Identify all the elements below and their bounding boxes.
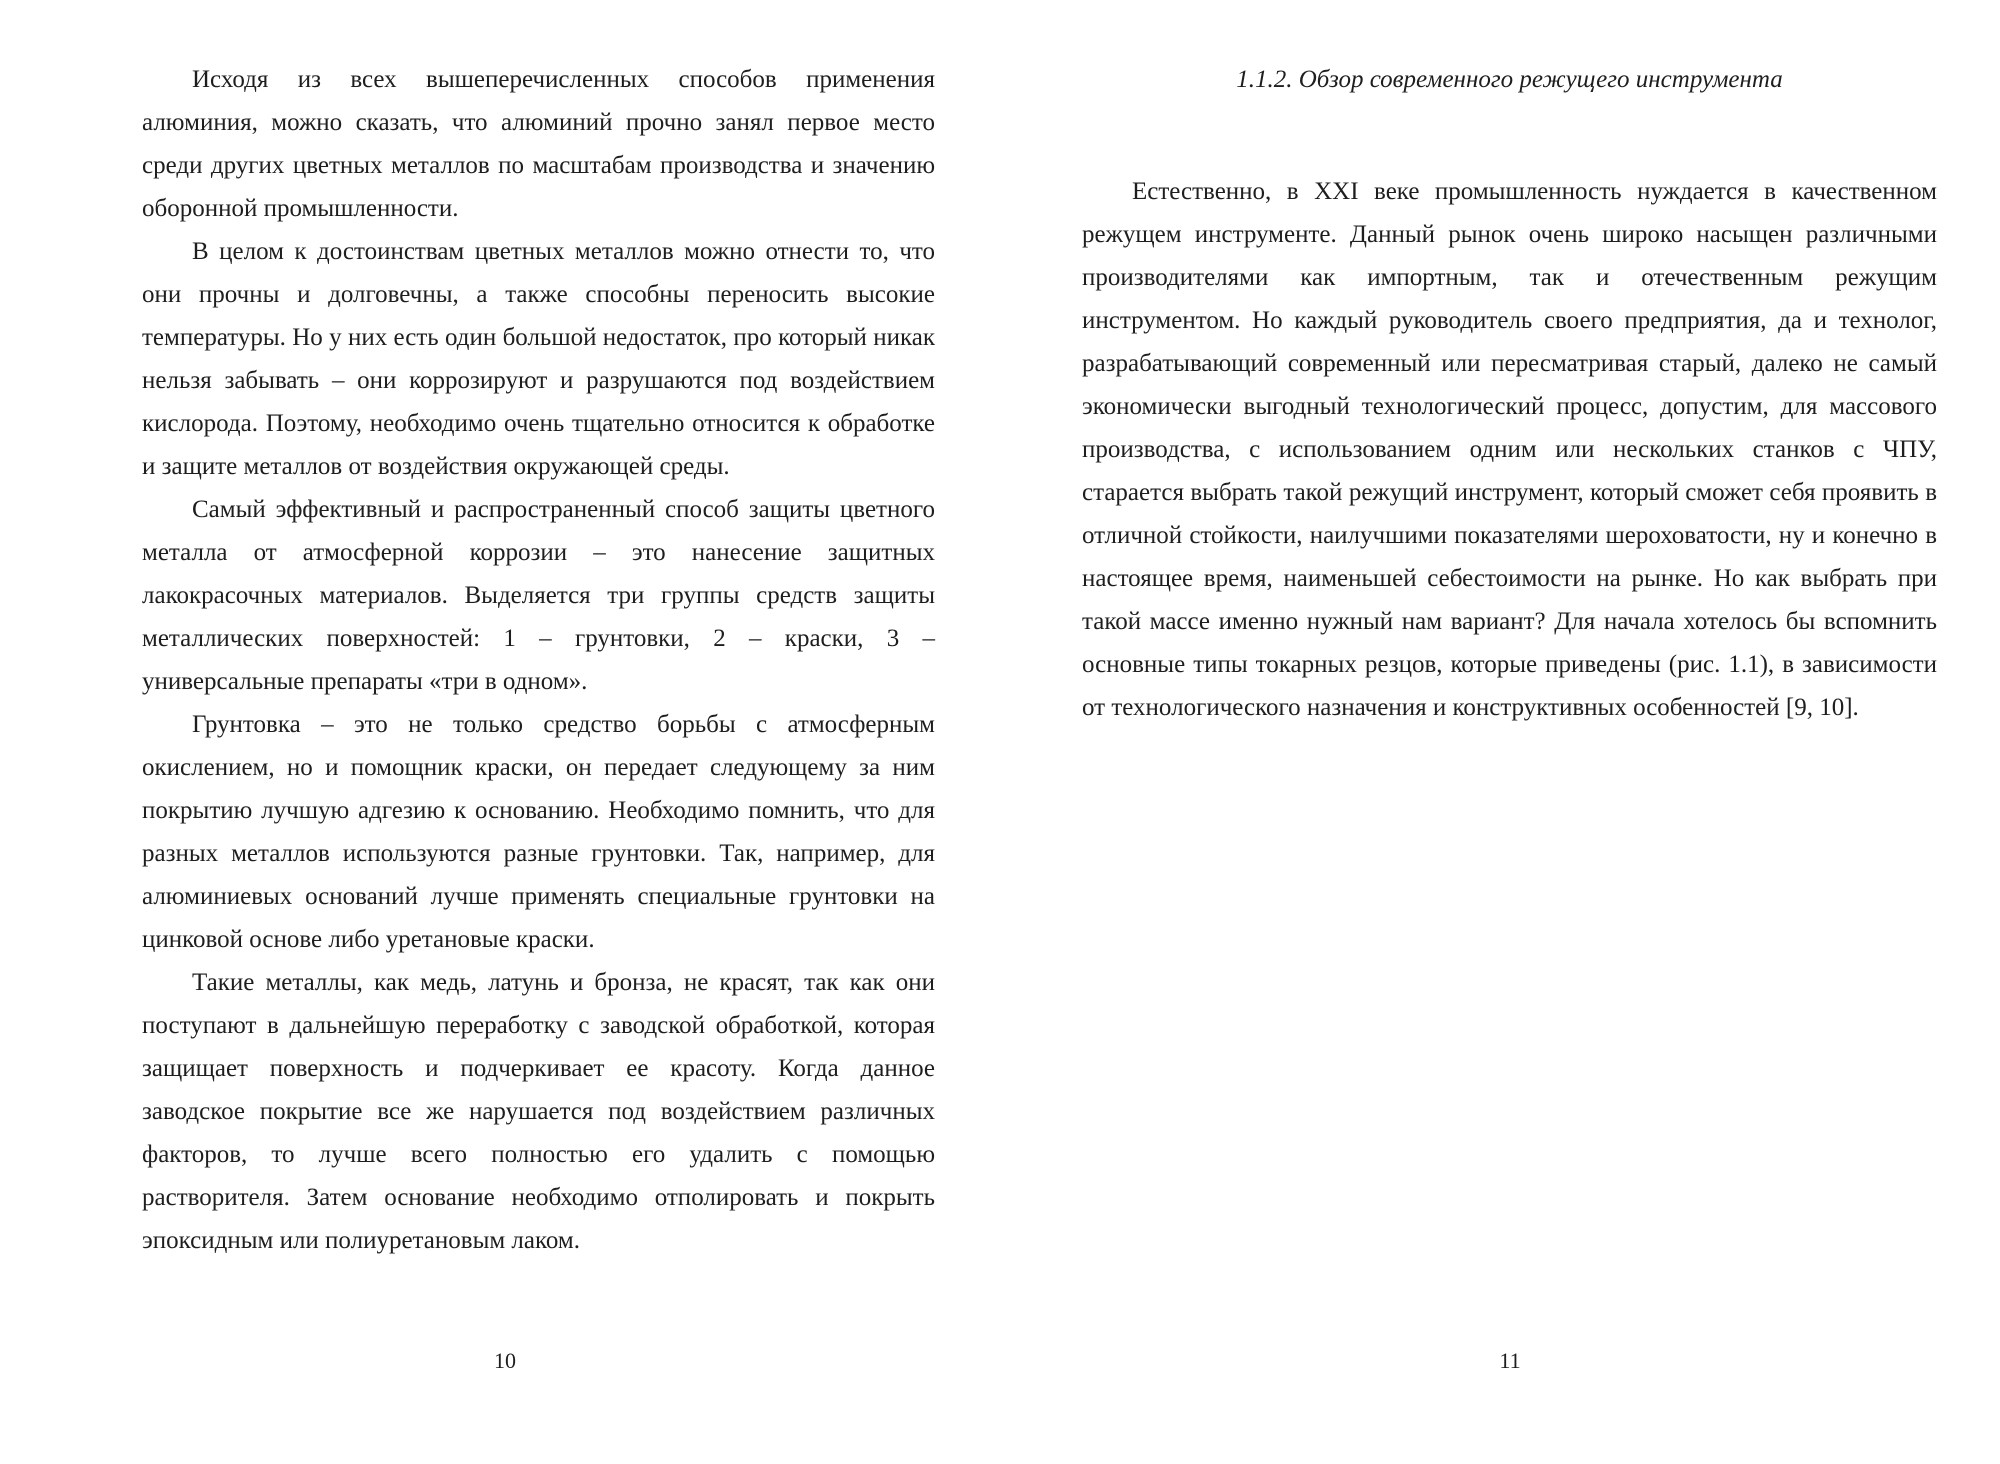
page-number-left: 10	[494, 1348, 516, 1373]
paragraph: Грунтовка – это не только средство борьбы с атмосферным окислением, но и помощник краски, он передает следующему за ним покрытию лучшую адгезию к основанию. Необходимо помнить, что для разных металлов используются разные грунтовки. Так, например, для алюминиевых оснований лучше применять специальные грунтовки на цинковой основе либо уретановые краски.	[142, 711, 935, 953]
section-heading: 1.1.2. Обзор современного режущего инструмента	[1236, 66, 1783, 93]
right-page	[1000, 0, 2000, 1464]
page-number-right: 11	[1499, 1348, 1521, 1373]
paragraph: Исходя из всех вышеперечисленных способов применения алюминия, можно сказать, что алюминий прочно занял первое место среди других цветных металлов по масштабам производства и значению оборонной промышленности.	[142, 66, 935, 222]
right-page-text	[1082, 170, 1937, 729]
left-page-text	[142, 58, 935, 1262]
paragraph: Естественно, в XXI веке промышленность нуждается в качественном режущем инструменте. Данный рынок очень широко насыщен различными производителями как импортным, так и отечественным режущим инструментом. Но каждый руководитель своего предприятия, да и технолог, разрабатывающий современный или пересматривая старый, далеко не самый экономически выгодный технологический процесс, допустим, для массового производства, с использованием одним или нескольких станков с ЧПУ, старается выбрать такой режущий инструмент, который сможет себя проявить в отличной стойкости, наилучшими показателями шероховатости, ну и конечно в настоящее время, наименьшей себестоимости на рынке. Но как выбрать при такой массе именно нужный нам вариант? Для начала хотелось бы вспомнить основные типы токарных резцов, которые приведены (рис. 1.1), в зависимости от технологического назначения и конструктивных особенностей [9, 10].	[1082, 178, 1937, 721]
paragraph: Такие металлы, как медь, латунь и бронза, не красят, так как они поступают в дальнейшую переработку с заводской обработкой, которая защищает поверхность и подчеркивает ее красоту. Когда данное заводское покрытие все же нарушается под воздействием различных факторов, то лучше всего полностью его удалить с помощью растворителя. Затем основание необходимо отполировать и покрыть эпоксидным или полиуретановым лаком.	[142, 969, 935, 1254]
paragraph: Самый эффективный и распространенный способ защиты цветного металла от атмосферной коррозии – это нанесение защитных лакокрасочных материалов. Выделяется три группы средств защиты металлических поверхностей: 1 – грунтовки, 2 – краски, 3 – универсальные препараты «три в одном».	[142, 496, 935, 695]
paragraph: В целом к достоинствам цветных металлов можно отнести то, что они прочны и долговечны, а также способны переносить высокие температуры. Но у них есть один большой недостаток, про который никак нельзя забывать – они коррозируют и разрушаются под воздействием кислорода. Поэтому, необходимо очень тщательно относится к обработке и защите металлов от воздействия окружающей среды.	[142, 238, 935, 480]
